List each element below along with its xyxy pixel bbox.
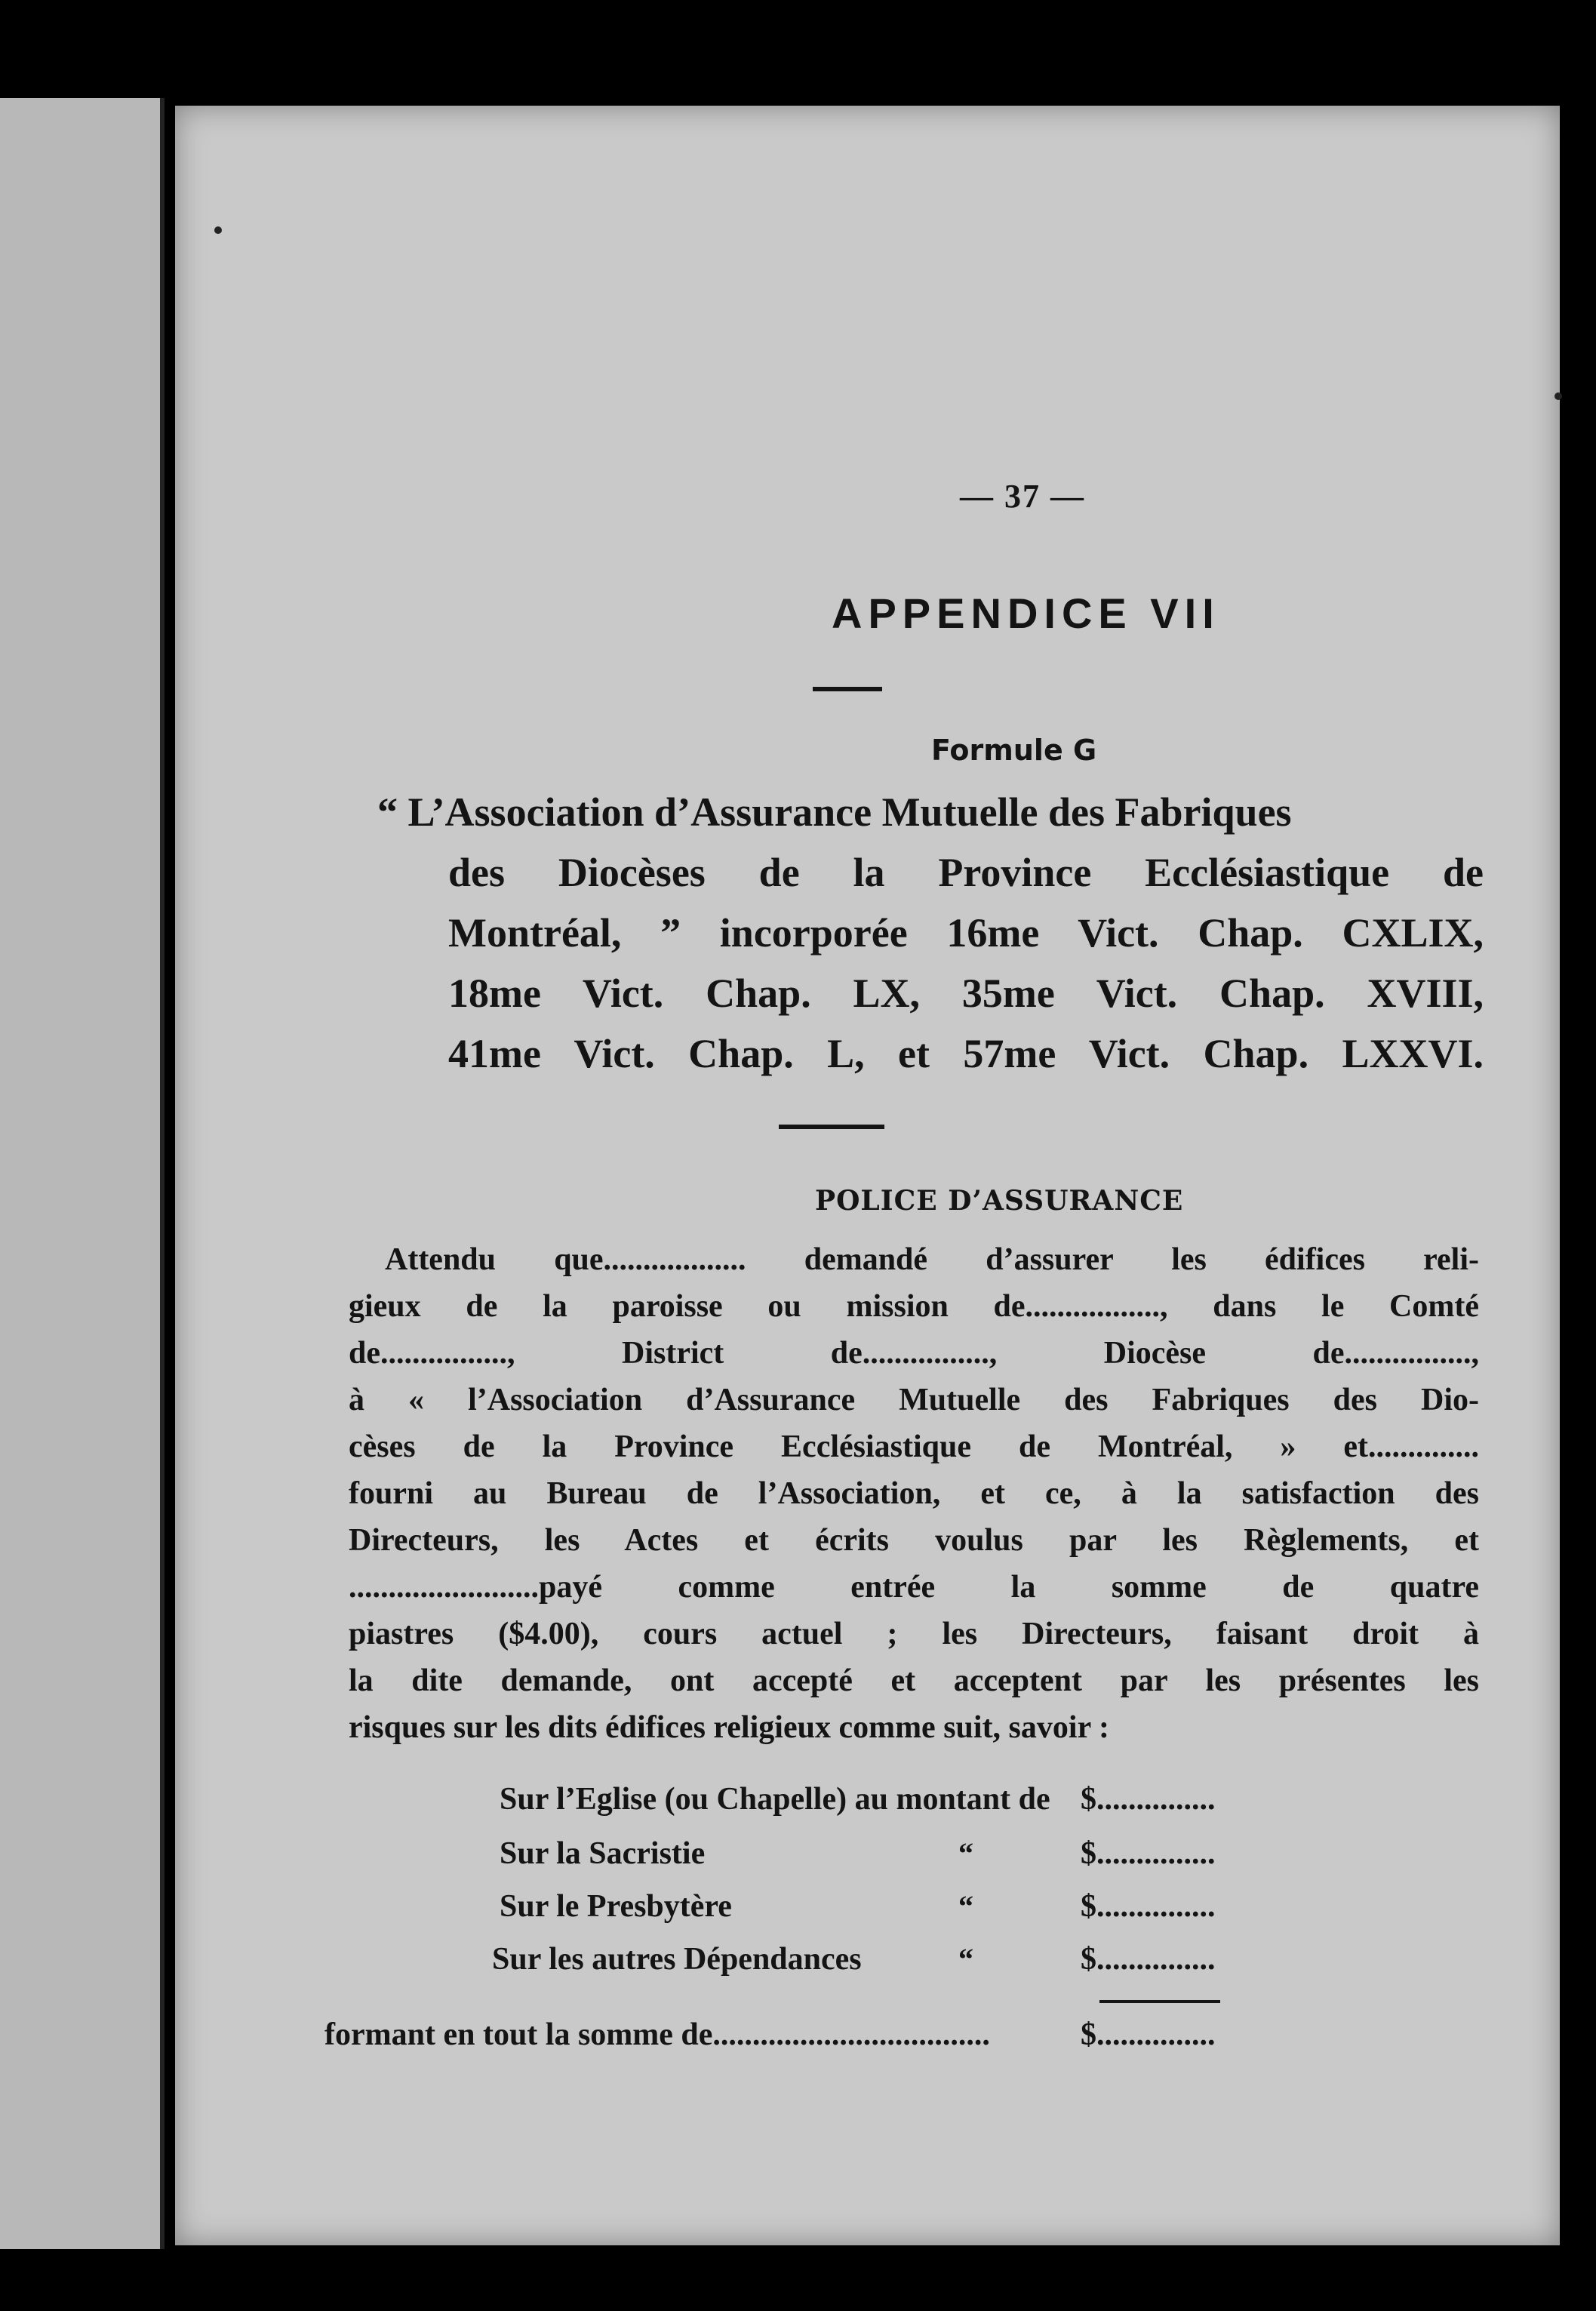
body-line: Attendu que.................. demandé d’assurer les édifices reli-	[385, 1242, 1479, 1277]
appendix-title: APPENDICE VII	[832, 589, 1220, 637]
police-heading: POLICE D’ASSURANCE	[815, 1185, 1184, 1217]
coverage-label: Sur le Presbytère	[500, 1889, 732, 1924]
association-line: des Diocèses de la Province Ecclésiastique de	[448, 850, 1484, 895]
body-line: de................, District de................, Diocèse de................,	[349, 1336, 1479, 1371]
page-number: — 37 —	[960, 478, 1085, 515]
coverage-label: Sur la Sacristie	[500, 1836, 706, 1871]
coverage-amount: $...............	[1081, 1889, 1216, 1924]
print-speck	[1554, 392, 1562, 400]
section-divider	[779, 1125, 884, 1129]
coverage-label: Sur les autres Dépendances	[492, 1942, 862, 1977]
total-amount: $...............	[1081, 2017, 1216, 2052]
coverage-amount: $...............	[1081, 1836, 1216, 1871]
coverage-amount: $...............	[1081, 1782, 1216, 1817]
body-line: gieux de la paroisse ou mission de................., dans le Comté	[349, 1289, 1479, 1324]
document-page	[175, 106, 1560, 2245]
adjacent-page-edge	[0, 98, 165, 2249]
ditto-mark: “	[958, 1889, 973, 1923]
coverage-label: Sur l’Eglise (ou Chapelle) au montant de	[500, 1782, 1050, 1817]
association-line: 41me Vict. Chap. L, et 57me Vict. Chap. LXXVI.	[448, 1031, 1484, 1076]
print-speck	[214, 226, 222, 234]
formule-heading: Formule G	[931, 734, 1097, 767]
association-line: “ L’Association d’Assurance Mutuelle des Fabriques	[377, 789, 1292, 835]
body-line: ........................payé comme entrée la somme de quatre	[349, 1570, 1479, 1605]
body-line: cèses de la Province Ecclésiastique de Montréal, » et..............	[349, 1429, 1479, 1464]
body-line: risques sur les dits édifices religieux comme suit, savoir :	[349, 1710, 1109, 1745]
ditto-mark: “	[958, 1836, 973, 1870]
total-label: formant en tout la somme de...................................	[324, 2017, 990, 2052]
coverage-amount: $...............	[1081, 1942, 1216, 1977]
body-line: la dite demande, ont accepté et acceptent par les présentes les	[349, 1663, 1479, 1698]
sum-rule	[1099, 2000, 1220, 2003]
title-divider	[813, 687, 882, 691]
ditto-mark: “	[958, 1942, 973, 1976]
body-line: à « l’Association d’Assurance Mutuelle des Fabriques des Dio-	[349, 1383, 1479, 1417]
body-line: piastres ($4.00), cours actuel ; les Directeurs, faisant droit à	[349, 1617, 1479, 1651]
body-line: Directeurs, les Actes et écrits voulus par les Règlements, et	[349, 1523, 1479, 1558]
association-line: 18me Vict. Chap. LX, 35me Vict. Chap. XVIII,	[448, 971, 1484, 1016]
association-line: Montréal, ” incorporée 16me Vict. Chap. CXLIX,	[448, 910, 1484, 955]
body-line: fourni au Bureau de l’Association, et ce, à la satisfaction des	[349, 1476, 1479, 1511]
